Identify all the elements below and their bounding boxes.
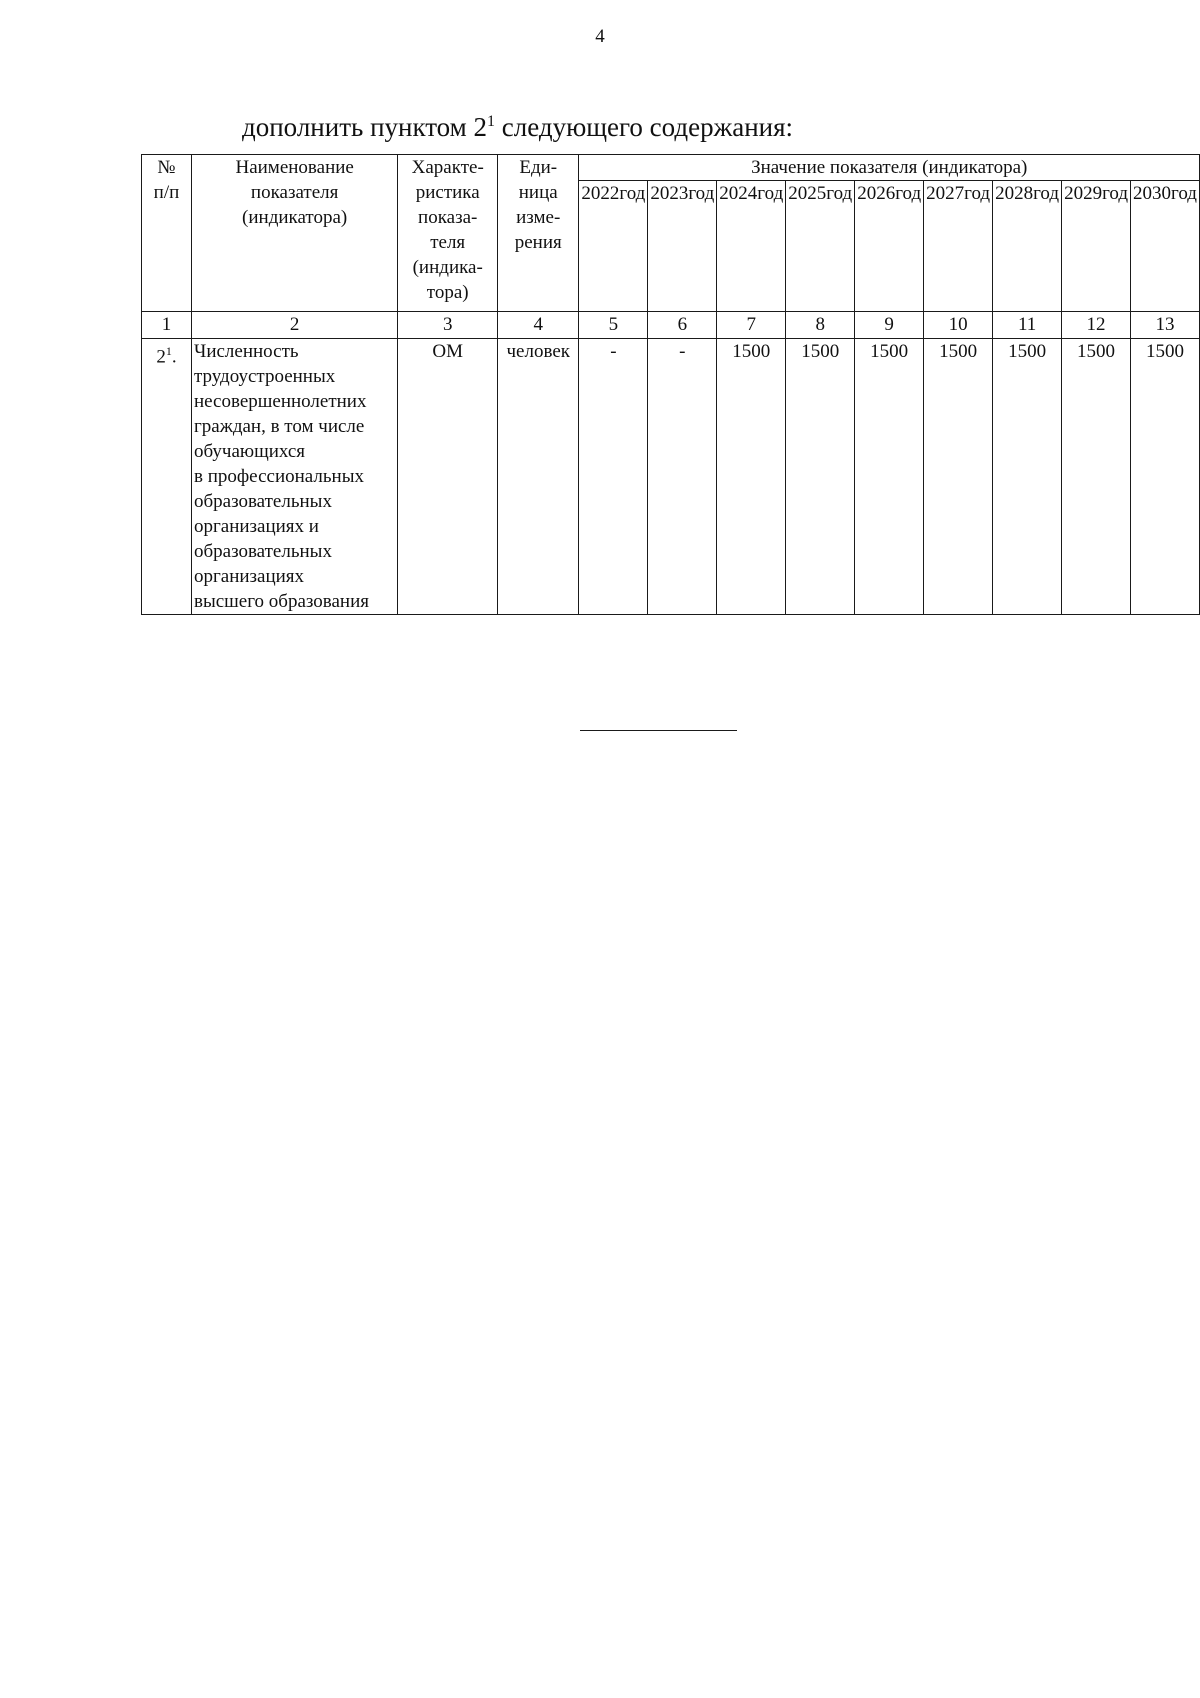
row-characteristic: ОМ (398, 339, 498, 615)
header-year-2030: 2030год (1131, 181, 1200, 312)
row-value-2022: - (579, 339, 648, 615)
header-name: Наименование показателя (индикатора) (191, 155, 397, 312)
row-value-2024: 1500 (717, 339, 786, 615)
header-unit: Еди- ница изме- рения (498, 155, 579, 312)
column-number: 5 (579, 312, 648, 339)
header-year-2026: 2026год (855, 181, 924, 312)
header-year-2023: 2023год (648, 181, 717, 312)
intro-text (242, 112, 793, 143)
column-number: 8 (786, 312, 855, 339)
row-name: Численность трудоустроенных несовершеннолетних граждан, в том числе обучающихся в профессиональных образовательных организациях и образовательных организациях высшего образования (191, 339, 397, 615)
column-number: 6 (648, 312, 717, 339)
row-value-2027: 1500 (924, 339, 993, 615)
intro-after: следующего содержания: (495, 112, 794, 142)
intro-superscript: 1 (487, 113, 495, 130)
column-number-row (142, 312, 1200, 339)
row-value-2030: 1500 (1131, 339, 1200, 615)
column-number: 1 (142, 312, 192, 339)
column-number: 11 (993, 312, 1062, 339)
header-num: № п/п (142, 155, 192, 312)
header-year-2029: 2029год (1062, 181, 1131, 312)
intro-before: дополнить пунктом 2 (242, 112, 487, 142)
column-number: 7 (717, 312, 786, 339)
header-value-group: Значение показателя (индикатора) (579, 155, 1200, 181)
end-rule (580, 730, 737, 731)
header-row (142, 155, 1200, 181)
row-value-2029: 1500 (1062, 339, 1131, 615)
page-number: 4 (595, 26, 605, 47)
header-year-2028: 2028год (993, 181, 1062, 312)
header-year-2027: 2027год (924, 181, 993, 312)
row-number: $2^1$. (142, 339, 192, 615)
header-year-2025: 2025год (786, 181, 855, 312)
column-number: 13 (1131, 312, 1200, 339)
row-value-2023: - (648, 339, 717, 615)
header-characteristic: Характе- ристика показа- теля (индика- тора) (398, 155, 498, 312)
header-year-2024: 2024год (717, 181, 786, 312)
column-number: 3 (398, 312, 498, 339)
row-value-2026: 1500 (855, 339, 924, 615)
column-number: 2 (191, 312, 397, 339)
column-number: 10 (924, 312, 993, 339)
table-row (142, 339, 1200, 615)
row-unit: человек (498, 339, 579, 615)
column-number: 9 (855, 312, 924, 339)
column-number: 4 (498, 312, 579, 339)
row-value-2028: 1500 (993, 339, 1062, 615)
row-value-2025: 1500 (786, 339, 855, 615)
header-year-2022: 2022год (579, 181, 648, 312)
column-number: 12 (1062, 312, 1131, 339)
indicator-table (141, 154, 1200, 615)
